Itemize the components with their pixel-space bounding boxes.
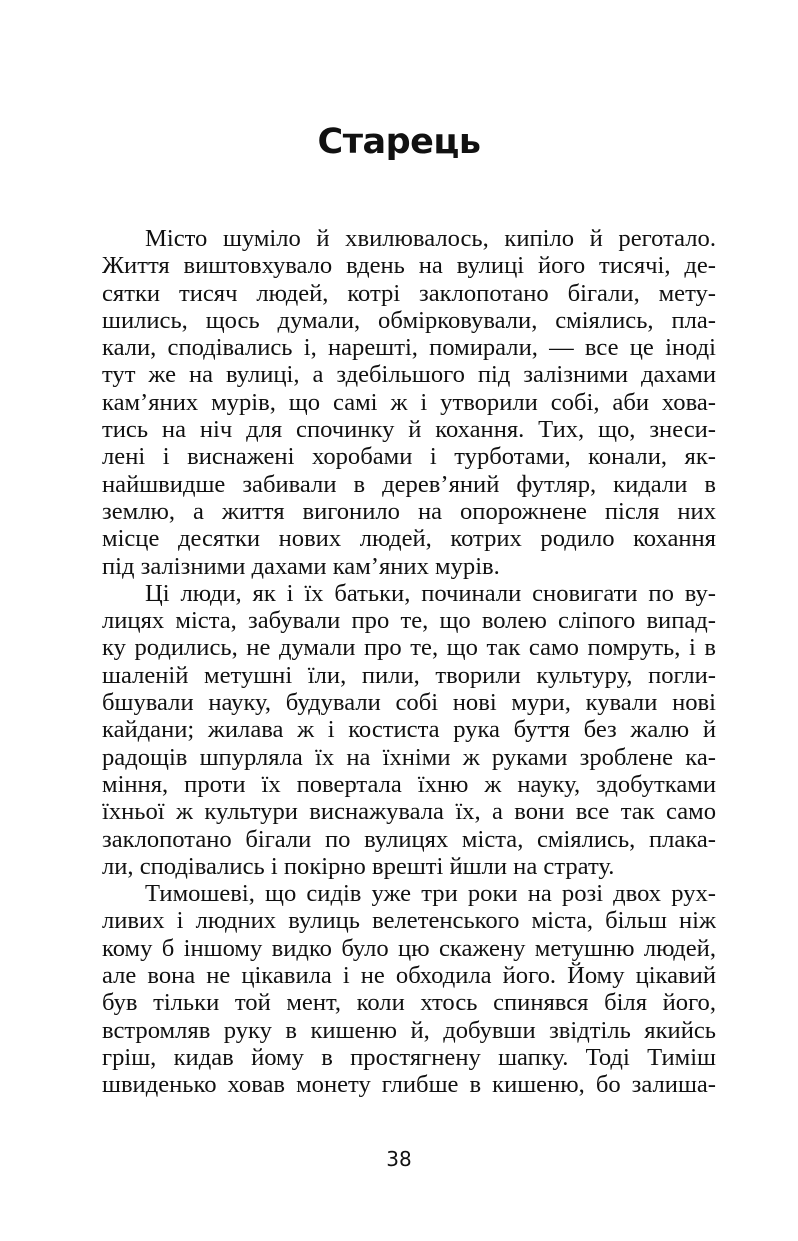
text-line: їхньої ж культури виснажувала їх, а вони все так само: [102, 798, 716, 826]
page-number: 38: [386, 1147, 412, 1171]
text-line: місце десятки нових людей, котрих родило кохання: [102, 525, 716, 553]
chapter-text: [102, 225, 716, 1099]
text-line: тут же на вулиці, а здебільшого під залізними дахами: [102, 361, 716, 389]
text-line: був тільки той мент, коли хтось спинявся біля його,: [102, 989, 716, 1017]
text-line: лицях міста, забували про те, що волею сліпого випад-: [102, 607, 716, 635]
text-line: міння, проти їх повертала їхню ж науку, здобутками: [102, 770, 716, 798]
text-line: Ці люди, як і їх батьки, починали сновигати по ву-: [145, 579, 716, 607]
paragraph: [102, 225, 716, 580]
text-line: ливих і людних вулиць велетенського міста, більш ніж: [102, 907, 716, 935]
text-line: встромляв руку в кишеню й, добувши звідтіль якийсь: [102, 1016, 716, 1044]
text-line: найшвидше забивали в дерев’яний футляр, кидали в: [102, 470, 716, 498]
text-line: радощів шпурляла їх на їхніми ж руками зроблене ка-: [102, 743, 716, 771]
text-line: Місто шуміло й хвилювалось, кипіло й реготало.: [145, 225, 716, 252]
text-line: шились, щось думали, обмірковували, сміялись, пла-: [102, 306, 716, 334]
text-line: швиденько ховав монету глибше в кишеню, бо залиша-: [102, 1071, 716, 1099]
text-line: лені і виснажені хоробами і турботами, конали, як-: [102, 443, 716, 471]
text-line: кайдани; жилава ж і костиста рука буття без жалю й: [102, 716, 716, 744]
text-line: кому б іншому видко було цю скажену метушню людей,: [102, 934, 716, 962]
text-line: бшували науку, будували собі нові мури, кували нові: [102, 689, 716, 717]
text-line: кам’яних мурів, що самі ж і утворили собі, аби хова-: [102, 388, 716, 416]
text-line: Життя виштовхувало вдень на вулиці його тисячі, де-: [102, 252, 716, 280]
text-line: але вона не цікавила і не обходила його. Йому цікавий: [102, 962, 716, 990]
text-line: ку родились, не думали про те, що так само помруть, і в: [102, 634, 716, 662]
paragraph: [102, 580, 716, 880]
text-line: землю, а життя вигонило на опорожнене після них: [102, 497, 716, 525]
text-line: кали, сподівались і, нарешті, помирали, — все це іноді: [102, 334, 716, 362]
text-line: гріш, кидав йому в простягнену шапку. Тоді Тиміш: [102, 1043, 716, 1071]
text-line: ли, сподівались і покірно врешті йшли на страту.: [102, 852, 615, 880]
text-line: під залізними дахами кам’яних мурів.: [102, 552, 500, 580]
chapter-title: Старець: [317, 122, 481, 162]
paragraph: [102, 880, 716, 1098]
text-line: Тимошеві, що сидів уже три роки на розі двох рух-: [145, 880, 716, 908]
text-line: тись на ніч для спочинку й кохання. Тих, що, знеси-: [102, 416, 716, 444]
text-line: заклопотано бігали по вулицях міста, сміялись, плака-: [102, 825, 716, 853]
text-line: сятки тисяч людей, котрі заклопотано бігали, мету-: [102, 279, 716, 307]
text-line: шаленій метушні їли, пили, творили культуру, погли-: [102, 661, 716, 689]
